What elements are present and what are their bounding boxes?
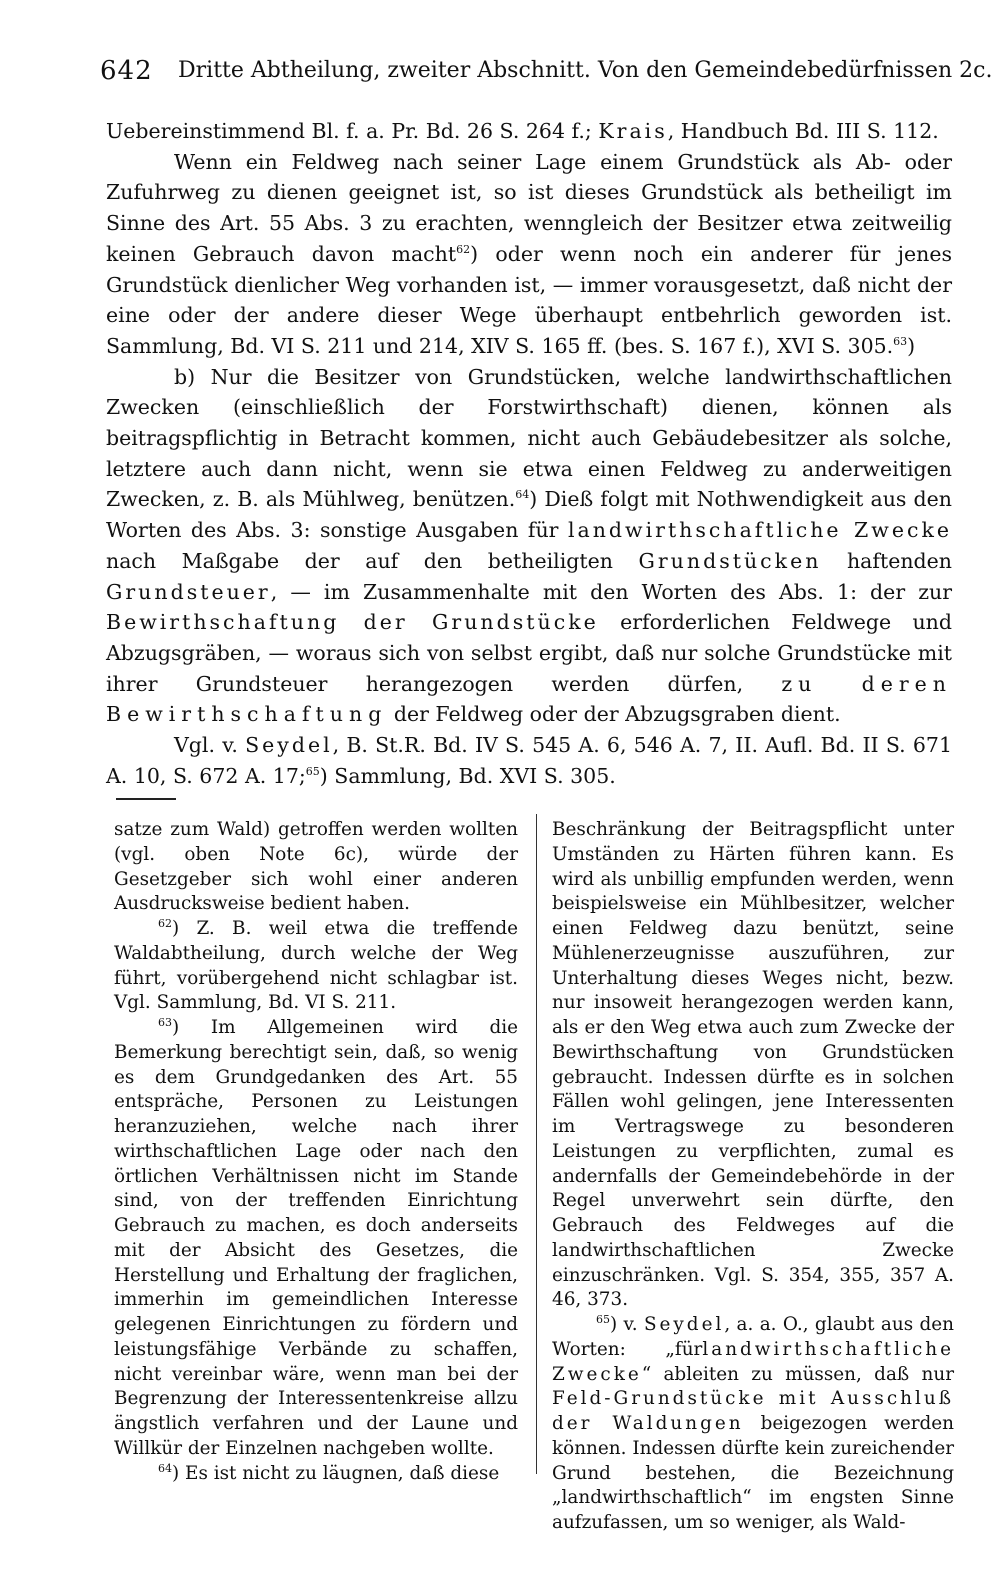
paragraph-4 [106, 730, 952, 791]
footnote-text: ) Im Allgemeinen wird die Bemerkung berechtigt sein, daß, so wenig es dem Grundgedanken des Art. 55 entspräche, Personen zu Leistungen heranzuziehen, welche nach ihrer wirthschaftlichen Lage oder nach den örtlichen Verhältnissen nicht im Stande sind, von der treffenden Einrichtung Gebrauch zu machen, es doch anderseits mit der Absicht des Gesetzes, die Herstellung und Erhaltung der fraglichen, immerhin im gemeindlichen Interesse gelegenen Einrichtungen zu fördern und leistungsfähige Verbände zu schaffen, nicht vereinbar wäre, wenn man bei der Begrenzung der Interessentenkreise allzu ängstlich verfahren und der Laune und Willkür der Einzelnen nachgeben wollte. [114, 1017, 518, 1459]
footnotes-left-column [114, 818, 518, 1486]
footnote-64 [114, 1462, 518, 1487]
text-run: , B. St.R. Bd. IV S. 545 A. 6, 546 A. 7, II. Aufl. Bd. II S. 671 A. 10, S. 672 A. 17; [106, 733, 952, 788]
footnote-text: beigezogen werden können. Indessen dürfte kein zureichender Grund bestehen, die Bezeichnung „landwirthschaftlich“ im engsten Sinne aufzufassen, um so weniger, als Wald- [552, 1413, 954, 1533]
footnote-continuation: Beschränkung der Beitragspflicht unter Umständen zu Härten führen kann. Es wird als unbillig empfunden werden, wenn beispielsweise ein Mühlbesitzer, welcher einen Feldweg dazu benützt, seine Mühlenerzeugnisse auszuführen, zur Unterhaltung dieses Weges nicht, bezw. nur insoweit herangezogen werden kann, als er den Weg etwa auch zum Zwecke der Bewirthschaftung von Grundstücken gebraucht. Indessen dürfte es in solchen Fällen wohl gelingen, jene Interessenten im Vertragswege zu besonderen Leistungen zu verpflichten, zumal es andernfalls der Gemeindebehörde in der Regel unverwehrt sein dürfte, den Gebrauch des Feldweges auf die landwirthschaftlichen Zwecke einzuschränken. Vgl. S. 354, 355, 357 A. 46, 373. [552, 819, 954, 1311]
footnote-text: ) Es ist nicht zu läugnen, daß diese [172, 1462, 500, 1484]
footnote-ref: 62 [456, 242, 471, 256]
paragraph-1 [106, 116, 952, 147]
footnote-62 [114, 917, 518, 1016]
text-run: , Handbuch Bd. III S. 112. [667, 119, 939, 143]
main-text [106, 116, 952, 791]
emphasis-text: zu deren Bewirthschaftung [106, 671, 952, 727]
text-run: der Feldweg oder der Abzugsgraben dient. [393, 702, 841, 727]
footnote-number: 64 [158, 1461, 172, 1475]
footnotes-right-column [552, 818, 954, 1536]
footnote-separator-rule [116, 798, 176, 800]
running-title: Dritte Abtheilung, zweiter Abschnitt. Von den Gemeindebedürfnissen 2c. [178, 58, 993, 83]
emphasis-text: Feld-Grundstücke mit Ausschluß der Waldungen [552, 1388, 954, 1434]
paragraph-3 [106, 362, 952, 730]
text-run: ) Dieß folgt mit Nothwendigkeit aus den Worten des Abs. 3: sonstige Ausgaben für [106, 487, 952, 543]
paragraph-2 [106, 147, 952, 362]
emphasis-text: landwirthschaftliche Zwecke [567, 518, 952, 543]
footnote-text: , a. a. O., glaubt aus den Worten: „für [552, 1314, 954, 1360]
author-name: Seydel [643, 1314, 725, 1335]
page-header [100, 56, 993, 96]
text-run: Vgl. v. [174, 733, 238, 758]
text-run: ) oder wenn noch ein anderer für jenes Grundstück dienlicher Weg vorhanden ist, — immer vorausgesetzt, daß nicht der eine oder der andere dieser Wege überhaupt entbehrlich geworden ist. Sammlung, Bd. VI S. 211 und 214, XIV S. 165 ff. (bes. S. 167 f.), XVI S. 305. [106, 241, 952, 358]
emphasis-text: Grundstücken [638, 548, 822, 573]
emphasis-text: landwirthschaftliche Zwecke [552, 1338, 954, 1385]
footnote-number: 62 [158, 916, 172, 930]
footnote-number: 63 [158, 1015, 172, 1029]
footnote-text: ) v. [610, 1314, 638, 1335]
page-number: 642 [100, 56, 153, 86]
footnote-text: “ ableiten zu müssen, daß nur [641, 1363, 954, 1385]
text-run: ) Sammlung, Bd. XVI S. 305. [319, 763, 616, 788]
author-name: Seydel [245, 733, 333, 758]
footnote-65 [552, 1313, 954, 1536]
text-run: nach Maßgabe der auf den betheiligten [106, 548, 613, 573]
footnote-continuation: satze zum Wald) getroffen werden wollten (vgl. oben Note 6c), würde der Gesetzgeber sich wohl einer anderen Ausdrucksweise bedient haben. [114, 819, 518, 915]
text-run: ) [907, 333, 916, 358]
text-run: , — im Zusammenhalte mit den Worten des Abs. 1: der zur [270, 579, 952, 604]
column-divider [536, 814, 537, 1474]
footnote-ref: 65 [305, 764, 320, 778]
footnote-ref: 63 [893, 335, 908, 349]
footnote-text: ) Z. B. weil etwa die treffende Waldabtheilung, durch welche der Weg führt, vorübergehend nicht schlagbar ist. Vgl. Sammlung, Bd. VI S. 211. [114, 918, 518, 1014]
emphasis-text: Grundsteuer [106, 579, 271, 604]
footnote-number: 65 [596, 1312, 610, 1326]
author-name: Krais [598, 119, 668, 143]
text-run: b) Nur die Besitzer von Grundstücken, welche landwirthschaftlichen Zwecken (einschließlich der Forstwirthschaft) dienen, können als beitragspflichtig in Betracht kommen, nicht auch Gebäudebesitzer als solche, letztere auch dann nicht, wenn sie etwa einen Feldweg zu anderweitigen Zwecken, z. B. als Mühlweg, benützen. [106, 364, 952, 512]
text-run: Uebereinstimmend Bl. f. a. Pr. Bd. 26 S. 264 f.; [106, 119, 592, 143]
text-run: haftenden [846, 548, 952, 573]
text-run: erforderlichen Feldwege und Abzugsgräben, — woraus sich von selbst ergibt, daß nur solche Grundstücke mit ihrer Grundsteuer herangezogen werden dürfen, [106, 610, 952, 696]
emphasis-text: Bewirthschaftung der Grundstücke [106, 610, 599, 635]
text-run: Wenn ein Feldweg nach seiner Lage einem Grundstück als Ab- oder Zufuhrweg zu dienen geeignet ist, so ist dieses Grundstück als betheiligt im Sinne des Art. 55 Abs. 3 zu erachten, wenngleich der Besitzer etwa zeitweilig keinen Gebrauch davon macht [106, 149, 952, 266]
footnote-63 [114, 1016, 518, 1462]
footnote-ref: 64 [515, 488, 530, 502]
